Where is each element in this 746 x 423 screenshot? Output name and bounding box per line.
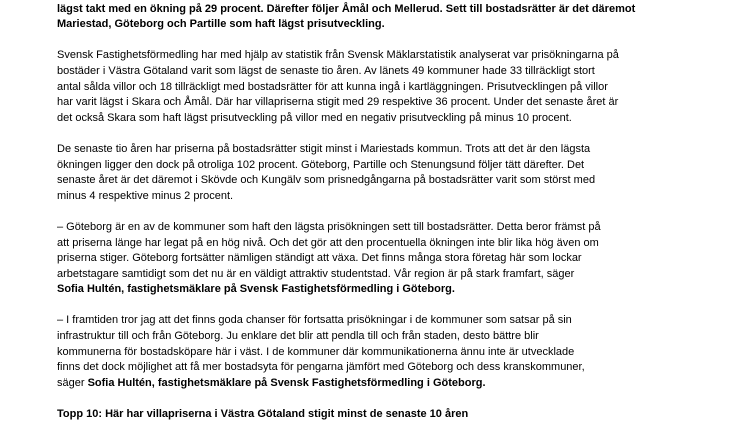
attribution-prefix: säger — [57, 376, 88, 389]
body-line: senaste året är det däremot i Skövde och Kungälv som prisnedgångarna på bostadsrätter varit som störst med — [57, 174, 596, 187]
paragraph-spacer — [57, 391, 697, 407]
quote-line: – Göteborg är en av de kommuner som haft den lägsta prisökningen sett till bostadsrätter. Detta beror främst på — [57, 220, 601, 233]
body-line: ökningen ligger den dock på otroliga 102 procent. Göteborg, Partille och Stenungsund följer tätt därefter. Det — [57, 158, 585, 171]
body-line: Svensk Fastighetsförmedling har med hjälp av statistik från Svensk Mäklarstatistik analyserat var prisökningarna på — [57, 49, 619, 62]
body-line: bostäder i Västra Götaland varit som lägst de senaste tio åren. Av länets 49 kommuner hade 33 tillräckligt stort — [57, 64, 595, 77]
body-line: antal sålda villor och 18 tillräckligt med bostadsrätter för att kunna ingå i kartläggningen. Prisutvecklingen på villor — [57, 80, 608, 93]
quote-line: finns det dock möjlighet att få mer bostadsyta för pengarna jämfört med Göteborg och dess kranskommuner, — [57, 361, 585, 374]
quote-line: arbetstagare samtidigt som det nu är en väldigt attraktiv studentstad. Vår region är på stark framfart, säger — [57, 267, 575, 280]
body-paragraph-2 — [57, 142, 697, 204]
quote-attribution-line — [57, 376, 697, 392]
body-line: det också Skara som haft lägst prisutveckling på villor med en negativ prisutveckling på minus 10 procent. — [57, 111, 572, 124]
body-line: har varit lägst i Skara och Åmål. Där har villapriserna stigit med 29 respektive 36 procent. Under det senaste året är — [57, 96, 619, 109]
intro-line: lägst takt med en ökning på 29 procent. Därefter följer Åmål och Mellerud. Sett till bostadsrätter är det däremot — [57, 2, 636, 15]
quote-attribution: Sofia Hultén, fastighetsmäklare på Svensk Fastighetsförmedling i Göteborg. — [87, 376, 486, 389]
intro-line: Mariestad, Göteborg och Partille som haft lägst prisutveckling. — [57, 18, 385, 31]
paragraph-spacer — [57, 204, 697, 220]
quote-line: att priserna länge har legat på en hög nivå. Och det gör att den procentuella ökningen inte blir lika hög även om — [57, 236, 599, 249]
paragraph-spacer — [57, 298, 697, 314]
paragraph-spacer — [57, 33, 697, 49]
paragraph-spacer — [57, 126, 697, 142]
quote-line: kommunerna för bostadsköpare här i väst. I de kommuner där kommunikationerna ännu inte är utvecklade — [57, 345, 575, 358]
quote-attribution: Sofia Hultén, fastighetsmäklare på Svensk Fastighetsförmedling i Göteborg. — [57, 283, 455, 296]
body-paragraph-1 — [57, 48, 697, 126]
quote-line: infrastruktur till och från Göteborg. Ju enklare det blir att pendla till och från staden, desto bättre blir — [57, 330, 539, 343]
section-heading: Topp 10: Här har villapriserna i Västra Götaland stigit minst de senaste 10 åren — [57, 408, 469, 421]
intro-paragraph — [57, 0, 697, 33]
body-line: De senaste tio åren har priserna på bostadsrätter stigit minst i Mariestads kommun. Trots att det är den lägsta — [57, 142, 591, 155]
body-line: minus 4 respektive minus 2 procent. — [57, 189, 234, 202]
quote-paragraph-1 — [57, 220, 697, 298]
quote-line: priserna stiger. Göteborg fortsätter nämligen ständigt att växa. Det finns många stora företag här som lockar — [57, 252, 582, 265]
quote-line: – I framtiden tror jag att det finns goda chanser för fortsatta prisökningar i de kommuner som satsar på sin — [57, 314, 572, 327]
quote-paragraph-2 — [57, 313, 697, 391]
document-page — [57, 0, 697, 423]
